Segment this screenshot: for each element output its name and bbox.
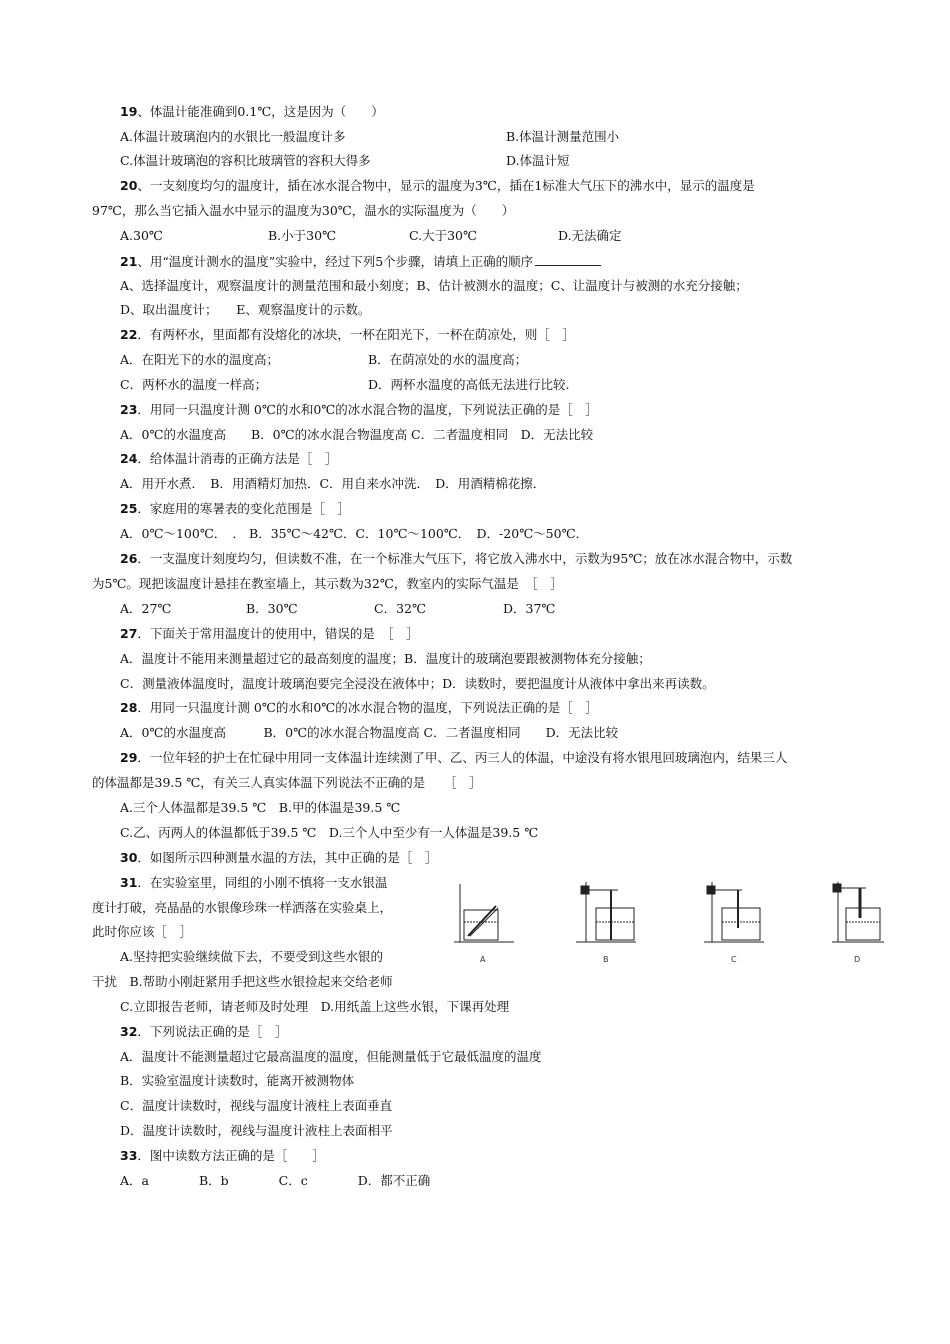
option-26-d: D．37℃ xyxy=(503,601,556,616)
option-20-d: D.无法确定 xyxy=(558,228,622,243)
question-33: 33．图中读数方法正确的是［ ］ xyxy=(120,1148,325,1163)
question-19: 19、体温计能准确到0.1℃，这是因为（ ） xyxy=(120,104,384,119)
options-23: A．0℃的水温度高 B．0℃的冰水混合物温度高 C．二者温度相同 D．无法比较 xyxy=(120,427,594,442)
option-26-a: A．27℃ xyxy=(120,601,172,616)
option-19-d: D.体温计短 xyxy=(506,153,570,168)
question-20-cont: 97℃，那么当它插入温水中显示的温度为30℃，温水的实际温度为（ ） xyxy=(92,203,515,218)
option-20-a: A.30℃ xyxy=(120,228,163,243)
figure-label-a: A xyxy=(480,955,486,964)
option-32-c: C．温度计读数时，视线与温度计液柱上表面垂直 xyxy=(120,1098,393,1113)
method-d-setup xyxy=(832,882,884,942)
question-29-cont: 的体温都是39.5 ℃，有关三人真实体温下列说法不正确的是 ［ ］ xyxy=(92,775,482,790)
method-a-setup xyxy=(454,884,514,942)
figure-label-b: B xyxy=(603,955,609,964)
option-19-c: C.体温计玻璃泡的容积比玻璃管的容积大得多 xyxy=(120,153,371,168)
option-19-b: B.体温计测量范围小 xyxy=(506,129,620,144)
figure-label-c: C xyxy=(731,955,737,964)
method-b-setup xyxy=(576,882,636,942)
question-21-cont2: D、取出温度计； E、观察温度计的示数。 xyxy=(120,302,371,317)
option-22-c: C．两杯水的温度一样高； xyxy=(120,377,268,392)
options-31-cd: C.立即报告老师，请老师及时处理 D.用纸盖上这些水银，下课再处理 xyxy=(120,999,510,1014)
question-26: 26．一支温度计刻度均匀，但读数不准，在一个标准大气压下，将它放入沸水中，示数为95℃；放在冰水混合物中，示数 xyxy=(120,551,793,566)
question-21-cont: A、选择温度计，观察温度计的测量范围和最小刻度；B、估计被测水的温度；C、让温度计与被测的水充分接触； xyxy=(120,278,748,293)
question-31: 31．在实验室里，同组的小刚不慎将一支水银温 xyxy=(120,875,388,890)
question-31-cont: 度计打破，亮晶晶的水银像珍珠一样洒落在实验桌上， xyxy=(92,900,393,915)
option-31-a: A.坚持把实验继续做下去，不要受到这些水银的 xyxy=(120,949,384,964)
thermometer-methods-diagram xyxy=(446,870,886,970)
options-29-ab: A.三个人体温都是39.5 ℃ B.甲的体温是39.5 ℃ xyxy=(120,800,401,815)
question-27-cont2: C．测量液体温度时，温度计玻璃泡要完全浸没在液体中；D．读数时，要把温度计从液体中拿出来再读数。 xyxy=(120,676,715,691)
question-21: 21、用“温度计测水的温度”实验中，经过下列5个步骤，请填上正确的顺序 xyxy=(120,253,601,270)
question-31-cont2: 此时你应该［ ］ xyxy=(92,924,193,939)
option-26-c: C．32℃ xyxy=(374,601,426,616)
question-30: 30．如图所示四种测量水温的方法，其中正确的是［ ］ xyxy=(120,850,438,865)
question-23: 23．用同一只温度计测 0℃的水和0℃的冰水混合物的温度，下列说法正确的是［ ］ xyxy=(120,402,598,417)
options-28: A．0℃的水温度高 B．0℃的冰水混合物温度高 C．二者温度相同 D．无法比较 xyxy=(120,725,619,740)
option-22-b: B．在荫凉处的水的温度高； xyxy=(368,352,528,367)
options-29-cd: C.乙、丙两人的体温都低于39.5 ℃ D.三个人中至少有一人体温是39.5 ℃ xyxy=(120,825,539,840)
option-31-b: 干扰 B.帮助小刚赶紧用手把这些水银捡起来交给老师 xyxy=(92,974,393,989)
question-20: 20、一支刻度均匀的温度计，插在冰水混合物中，显示的温度为3℃，插在1标准大气压下的沸水中，显示的温度是 xyxy=(120,178,755,193)
option-20-b: B.小于30℃ xyxy=(268,228,337,243)
question-22: 22．有两杯水，里面都有没熔化的冰块，一杯在阳光下，一杯在荫凉处，则［ ］ xyxy=(120,327,575,342)
thermometer-methods-figure xyxy=(446,870,886,970)
question-28: 28．用同一只温度计测 0℃的水和0℃的冰水混合物的温度，下列说法正确的是［ ］ xyxy=(120,700,598,715)
option-32-d: D．温度计读数时，视线与温度计液柱上表面相平 xyxy=(120,1123,393,1138)
option-26-b: B．30℃ xyxy=(246,601,298,616)
question-24: 24．给体温计消毒的正确方法是［ ］ xyxy=(120,451,338,466)
figure-label-d: D xyxy=(854,955,861,964)
method-c-setup xyxy=(704,882,764,942)
option-22-d: D．两杯水温度的高低无法进行比较. xyxy=(368,377,570,392)
option-32-b: B．实验室温度计读数时，能离开被测物体 xyxy=(120,1073,355,1088)
question-26-cont: 为5℃。现把该温度计悬挂在教室墙上，其示数为32℃，教室内的实际气温是 ［ ］ xyxy=(92,576,563,591)
options-33: A．a B．b C．c D．都不正确 xyxy=(120,1173,431,1188)
question-27: 27．下面关于常用温度计的使用中，错误的是 ［ ］ xyxy=(120,626,419,641)
question-29: 29．一位年轻的护士在忙碌中用同一支体温计连续测了甲、乙、丙三人的体温，中途没有将水银甩回玻璃泡内，结果三人 xyxy=(120,750,788,765)
option-20-c: C.大于30℃ xyxy=(409,228,477,243)
question-32: 32．下列说法正确的是［ ］ xyxy=(120,1024,288,1039)
options-25: A．0℃～100℃． ． B．35℃～42℃．C．10℃～100℃． D．-20℃～50℃． xyxy=(120,526,589,541)
options-24: A．用开水煮． B．用酒精灯加热．C．用自来水冲洗． D．用酒精棉花擦． xyxy=(120,476,546,491)
option-19-a: A.体温计玻璃泡内的水银比一般温度计多 xyxy=(120,129,346,144)
option-32-a: A．温度计不能测量超过它最高温度的温度，但能测量低于它最低温度的温度 xyxy=(120,1049,542,1064)
option-22-a: A．在阳光下的水的温度高； xyxy=(120,352,280,367)
question-27-cont: A．温度计不能用来测量超过它的最高刻度的温度；B．温度计的玻璃泡要跟被测物体充分接触； xyxy=(120,651,651,666)
answer-blank[interactable] xyxy=(535,253,601,266)
question-25: 25．家庭用的寒暑表的变化范围是［ ］ xyxy=(120,501,350,516)
